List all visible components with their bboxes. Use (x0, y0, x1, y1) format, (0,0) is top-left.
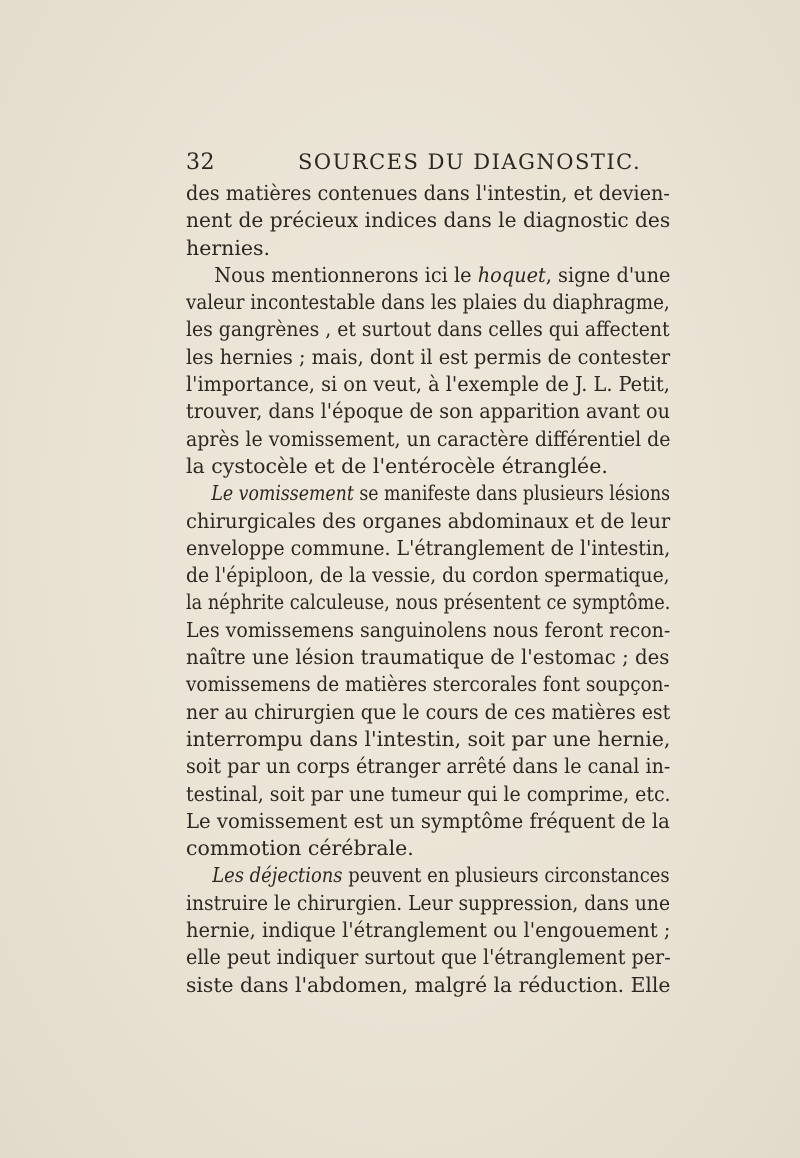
text-line: ner au chirurgien que le cours de ces matières est (186, 699, 671, 724)
body-text (186, 180, 670, 999)
text-line: soit par un corps étranger arrêté dans le canal in- (186, 754, 671, 779)
text-line: Le vomissement se manifeste dans plusieurs lésions (211, 481, 671, 506)
text-line: enveloppe commune. L'étranglement de l'intestin, (186, 535, 671, 560)
text-line: hernies. (186, 235, 271, 260)
text-line: naître une lésion traumatique de l'estomac ; des (186, 645, 670, 670)
text-line: les gangrènes , et surtout dans celles qui affectent (186, 317, 670, 342)
text-line: valeur incontestable dans les plaies du diaphragme, (186, 290, 670, 315)
text-line: Les vomissemens sanguinolens nous feront recon- (186, 617, 671, 642)
text-line: testinal, soit par une tumeur qui le comprime, etc. (186, 781, 671, 806)
running-head: SOURCES DU DIAGNOSTIC. (298, 150, 642, 174)
text-line: chirurgicales des organes abdominaux et de leur (186, 508, 671, 533)
text-line: instruire le chirurgien. Leur suppression, dans une (186, 890, 670, 915)
text-line: commotion cérébrale. (186, 836, 414, 861)
text-line: nent de précieux indices dans le diagnostic des (186, 208, 671, 233)
text-line: Nous mentionnerons ici le hoquet, signe d'une (214, 262, 671, 287)
page-number: 32 (186, 150, 215, 175)
text-line: la néphrite calculeuse, nous présentent ce symptôme. (186, 590, 671, 615)
text-line: les hernies ; mais, dont il est permis de contester (186, 344, 671, 369)
text-line: après le vomissement, un caractère différentiel de (186, 426, 671, 451)
text-line: trouver, dans l'époque de son apparition avant ou (186, 399, 671, 424)
text-line: siste dans l'abdomen, malgré la réduction. Elle (186, 972, 671, 997)
text-line: la cystocèle et de l'entérocèle étranglée. (186, 453, 608, 478)
text-line: elle peut indiquer surtout que l'étranglement per- (186, 945, 671, 970)
text-line: des matières contenues dans l'intestin, et devien- (186, 181, 670, 205)
text-line: Le vomissement est un symptôme fréquent de la (186, 808, 670, 833)
text-line: vomissemens de matières stercorales font soupçon- (186, 672, 670, 697)
text-line: interrompu dans l'intestin, soit par une hernie, (186, 726, 671, 751)
page-header (186, 150, 686, 184)
text-line: l'importance, si on veut, à l'exemple de J. L. Petit, (186, 372, 670, 397)
text-line: hernie, indique l'étranglement ou l'engouement ; (186, 918, 671, 943)
text-line: Les déjections peuvent en plusieurs circonstances (212, 863, 670, 888)
text-line: de l'épiploon, de la vessie, du cordon spermatique, (186, 563, 670, 588)
